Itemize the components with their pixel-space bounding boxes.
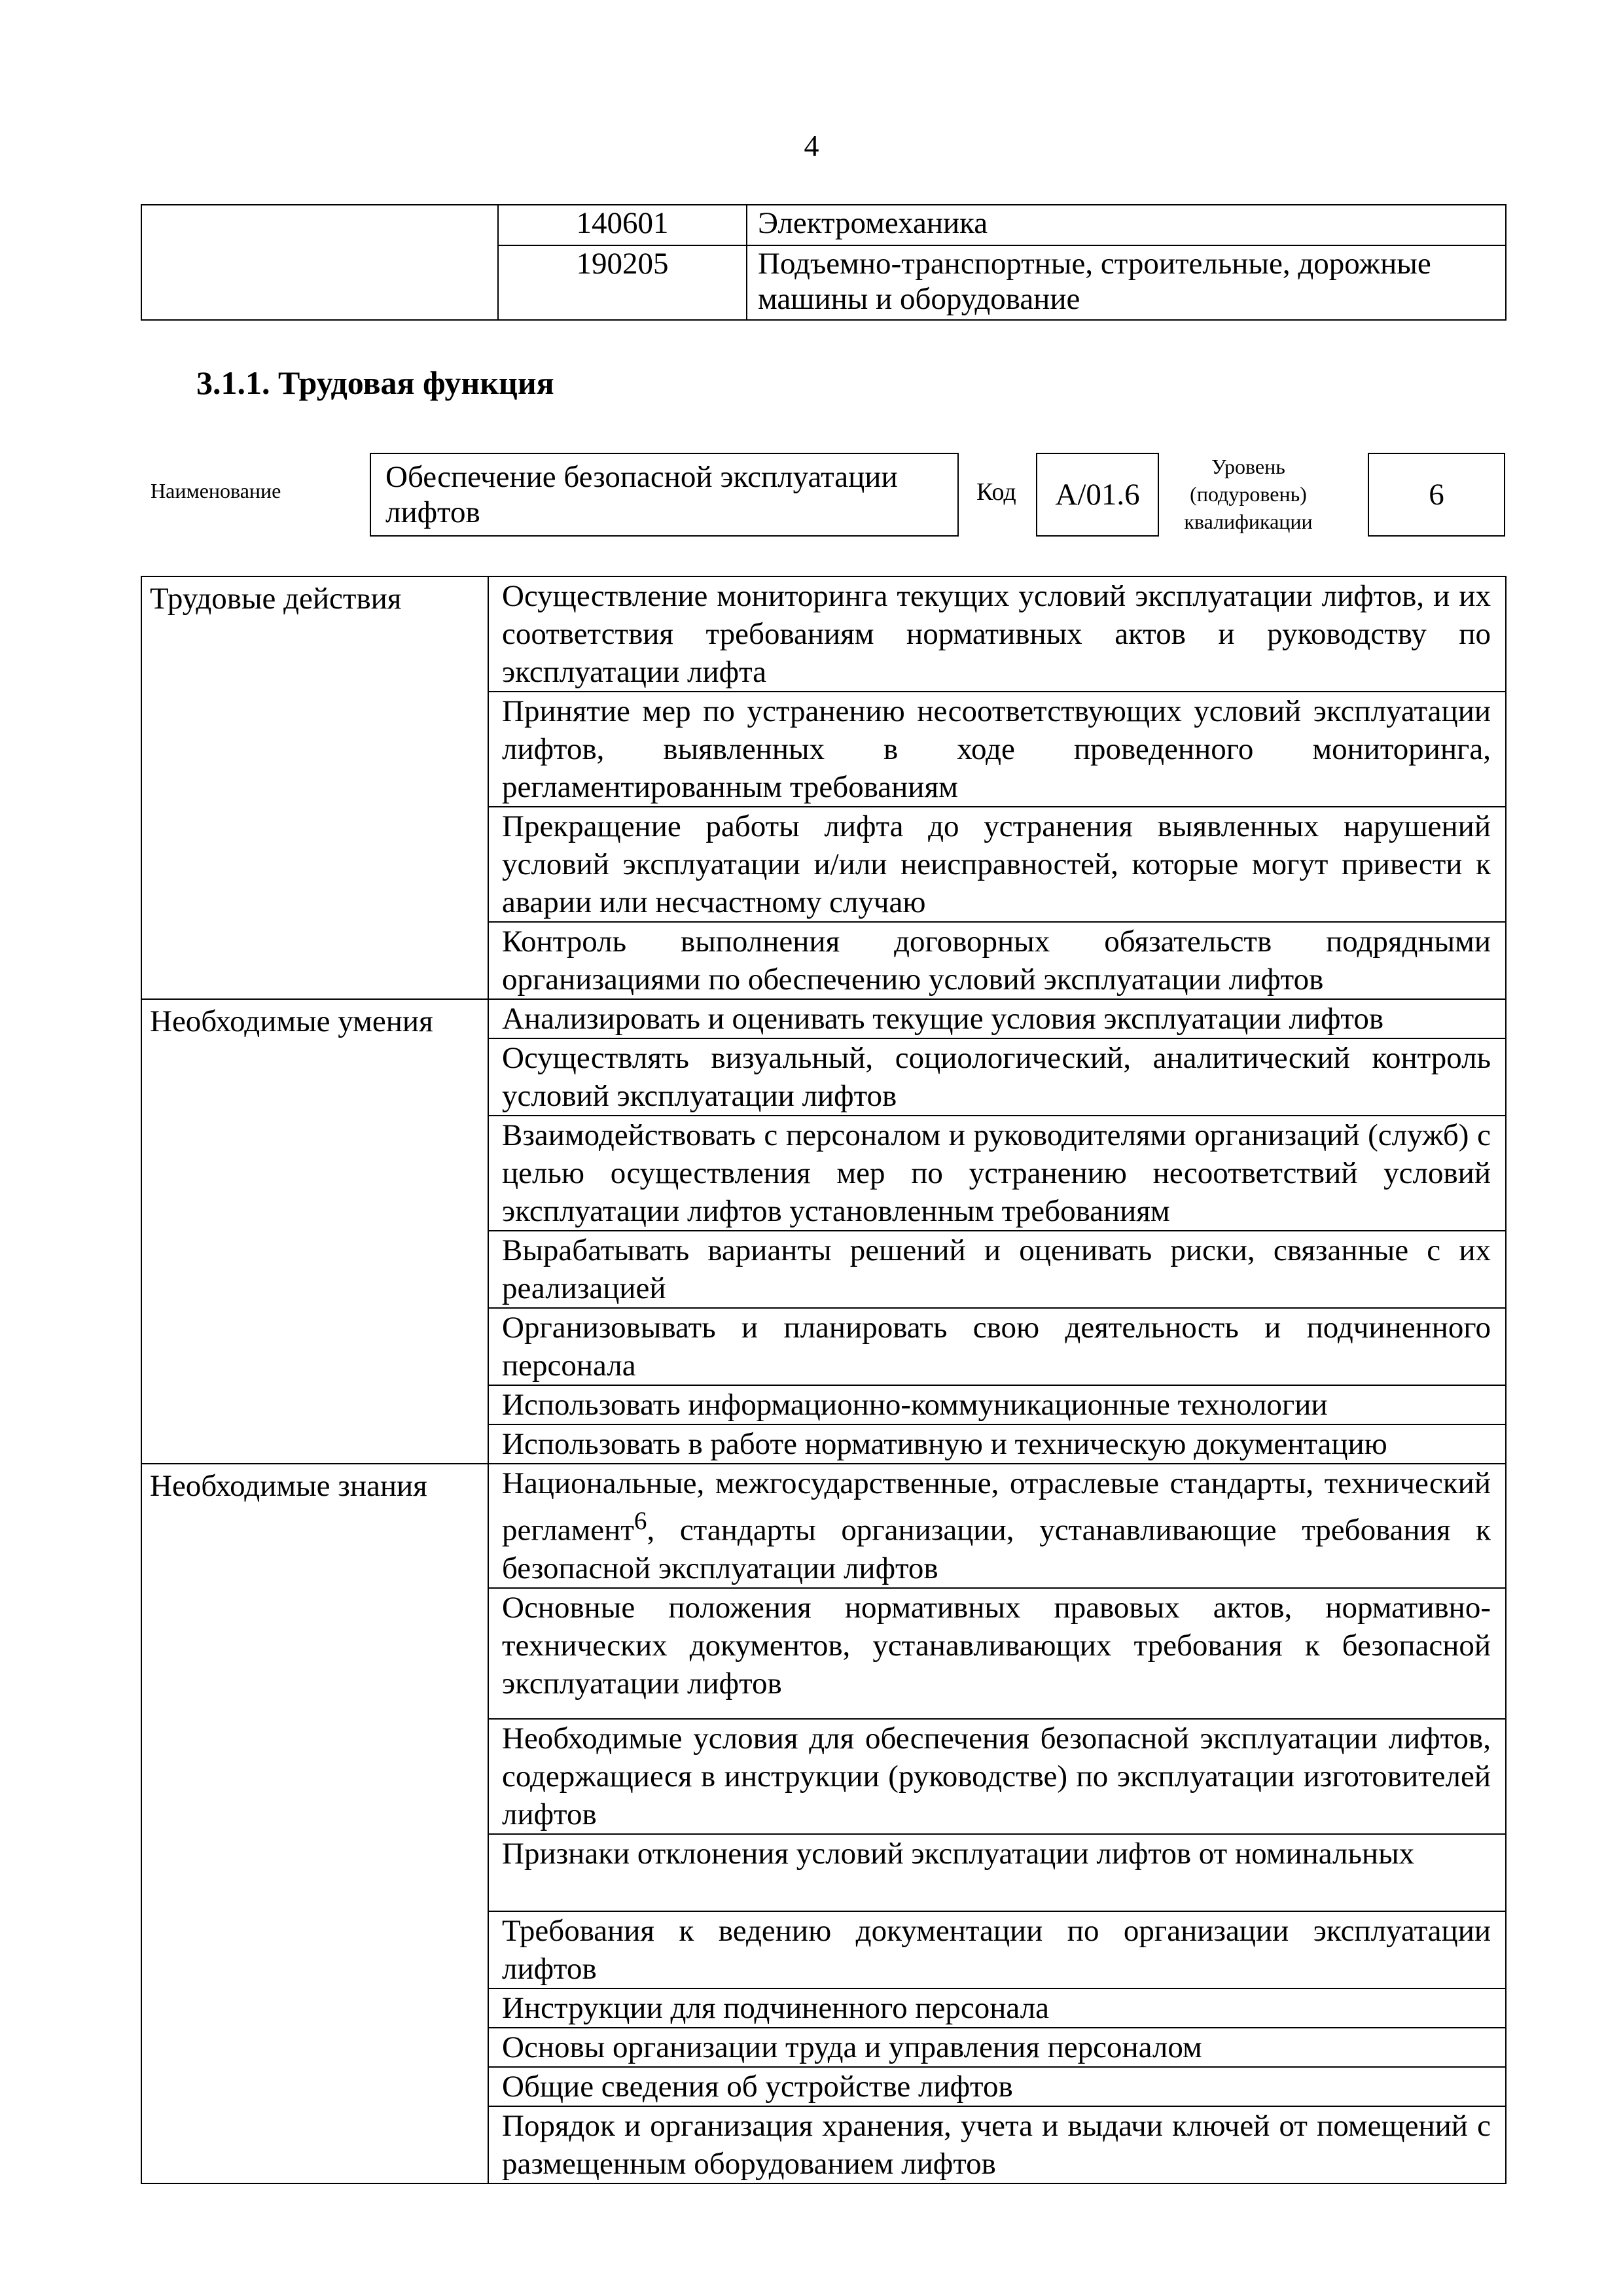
skill-item: Вырабатывать варианты решений и оценивать риски, связанные с их реализацией (488, 1231, 1506, 1308)
skill-item: Организовывать и планировать свою деятельность и подчиненного персонала (488, 1308, 1506, 1385)
level-label (1171, 453, 1325, 535)
table-row (141, 999, 1506, 1038)
code-label: Код (976, 478, 1016, 506)
empty-cell (141, 205, 498, 320)
function-name-field: Обеспечение безопасной эксплуатации лифтов (370, 453, 959, 537)
education-codes-table (141, 204, 1507, 321)
specialty-name: Подъемно-транспортные, строительные, дорожные машины и оборудование (747, 245, 1506, 320)
section-title: 3.1.1. Трудовая функция (196, 364, 554, 401)
footnote-mark: 6 (633, 1507, 647, 1535)
action-item: Прекращение работы лифта до устранения выявленных нарушений условий эксплуатации и/или неисправностей, которые могут привести к аварии или несчастному случаю (488, 807, 1506, 922)
skill-item: Анализировать и оценивать текущие условия эксплуатации лифтов (488, 999, 1506, 1038)
knowledge-item: Инструкции для подчиненного персонала (488, 1988, 1506, 2028)
knowledge-item: Признаки отклонения условий эксплуатации лифтов от номинальных (488, 1834, 1506, 1911)
level-label-line: квалификации (1184, 510, 1313, 533)
page-number: 4 (804, 129, 819, 162)
specialty-code: 190205 (498, 245, 747, 320)
table-row (141, 1464, 1506, 1588)
skill-item: Осуществлять визуальный, социологический, аналитический контроль условий эксплуатации лифтов (488, 1038, 1506, 1116)
specialty-code: 140601 (498, 205, 747, 245)
knowledge-item: Требования к ведению документации по организации эксплуатации лифтов (488, 1911, 1506, 1988)
level-label-line: Уровень (1211, 455, 1285, 478)
name-label: Наименование (151, 479, 281, 503)
action-item: Контроль выполнения договорных обязательств подрядными организациями по обеспечению условий эксплуатации лифтов (488, 922, 1506, 999)
skill-item: Использовать в работе нормативную и техническую документацию (488, 1424, 1506, 1464)
knowledge-item: Основы организации труда и управления персоналом (488, 2028, 1506, 2067)
specialty-name: Электромеханика (747, 205, 1506, 245)
level-label-line: (подуровень) (1190, 482, 1307, 506)
knowledge-category: Необходимые знания (141, 1464, 488, 2183)
knowledge-item: Порядок и организация хранения, учета и выдачи ключей от помещений с размещенным оборудованием лифтов (488, 2106, 1506, 2183)
labor-function-table (141, 576, 1507, 2184)
qualification-level-field: 6 (1368, 453, 1505, 537)
skill-item: Использовать информационно-коммуникационные технологии (488, 1385, 1506, 1424)
actions-category: Трудовые действия (141, 576, 488, 999)
table-row (141, 205, 1506, 245)
knowledge-item (488, 1464, 1506, 1588)
action-item: Осуществление мониторинга текущих условий эксплуатации лифтов, и их соответствия требованиям нормативных актов и руководству по эксплуатации лифта (488, 576, 1506, 692)
knowledge-text: Национальные, межгосударственные, отраслевые стандарты, технический регламент (502, 1466, 1491, 1547)
knowledge-text: , стандарты организации, устанавливающие требования к безопасной эксплуатации лифтов (502, 1513, 1491, 1585)
skill-item: Взаимодействовать с персоналом и руководителями организаций (служб) с целью осуществления мер по устранению несоответствий условий эксплуатации лифтов установленным требованиям (488, 1116, 1506, 1231)
function-header (151, 445, 1505, 537)
knowledge-item: Необходимые условия для обеспечения безопасной эксплуатации лифтов, содержащиеся в инструкции (руководстве) по эксплуатации изготовителей лифтов (488, 1719, 1506, 1834)
function-code-field: A/01.6 (1036, 453, 1159, 537)
action-item: Принятие мер по устранению несоответствующих условий эксплуатации лифтов, выявленных в ходе проведенного мониторинга, регламентированным требованиям (488, 692, 1506, 807)
knowledge-item: Основные положения нормативных правовых актов, нормативно-технических документов, устанавливающих требования к безопасной эксплуатации лифтов (488, 1588, 1506, 1719)
knowledge-item: Общие сведения об устройстве лифтов (488, 2067, 1506, 2106)
skills-category: Необходимые умения (141, 999, 488, 1464)
table-row (141, 576, 1506, 692)
